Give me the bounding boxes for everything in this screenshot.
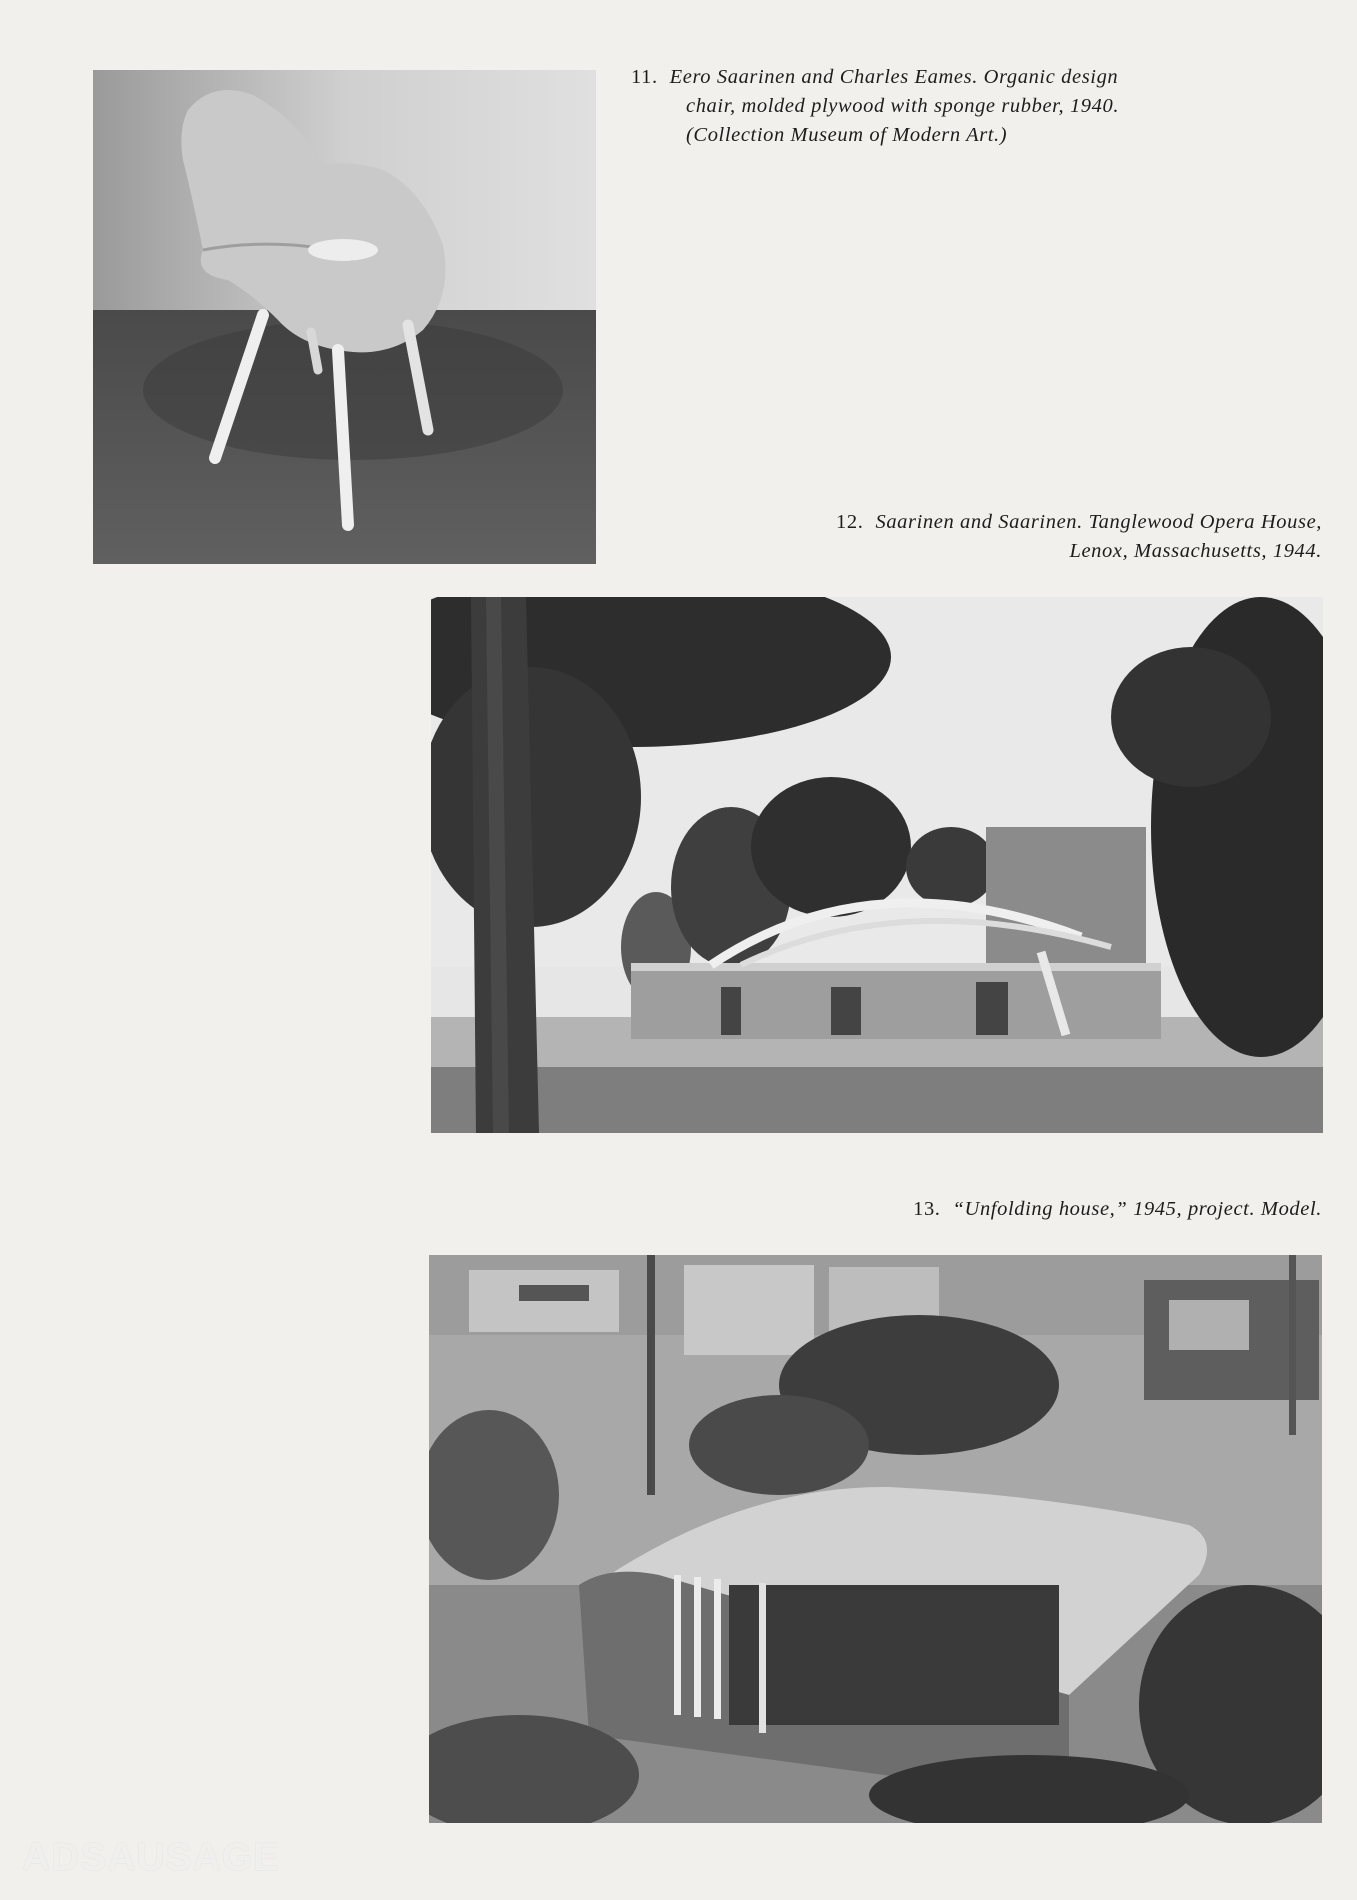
opera-house-image <box>431 597 1323 1133</box>
caption-line: Eero Saarinen and Charles Eames. Organic design <box>669 66 1119 88</box>
plate-12-caption <box>640 508 1322 566</box>
chair-image <box>93 70 596 564</box>
watermark: ADSAUSAGE <box>22 1836 281 1879</box>
caption-line: (Collection Museum of Modern Art.) <box>686 124 1008 146</box>
plate-13-caption <box>640 1195 1322 1224</box>
unfolding-house-image <box>429 1255 1322 1823</box>
caption-line: Lenox, Massachusetts, 1944. <box>1069 540 1322 562</box>
plate-11-photo <box>93 70 596 564</box>
plate-number: 11. <box>631 66 658 88</box>
caption-line: Saarinen and Saarinen. Tanglewood Opera House, <box>875 511 1322 533</box>
plate-number: 13. <box>913 1198 941 1220</box>
caption-line: “Unfolding house,” 1945, project. Model. <box>952 1198 1322 1220</box>
plate-12-photo <box>431 597 1323 1133</box>
plate-11-caption <box>631 63 1271 150</box>
plate-number: 12. <box>836 511 864 533</box>
caption-line: chair, molded plywood with sponge rubber, 1940. <box>686 95 1120 117</box>
plate-13-photo <box>429 1255 1322 1823</box>
